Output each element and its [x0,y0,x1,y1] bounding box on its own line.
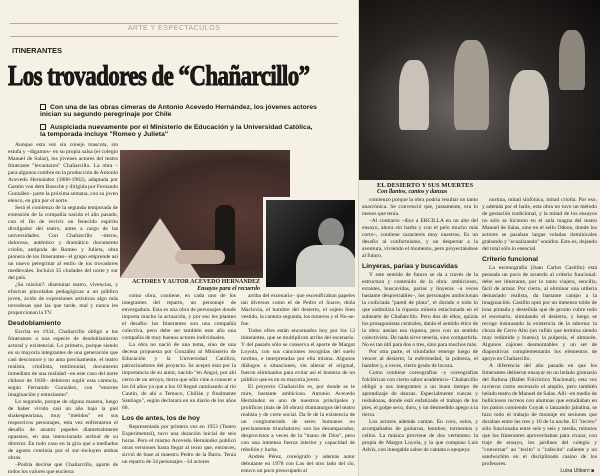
paragraph: Lo segundo, porque de alguna manera, luego de haber vivido casi un año bajo la piel shakespeariana, muy "metidos" en sus respectivos personajes, esta vez enfrentaron el desafío de asumir papeles diametralmente opuestos, en una intencionada actitud de su director. En todo caso en la gira que a mediados de agosto continúa por el sur–incluyen ambas obras. [8,399,118,461]
section-header: ARTE Y ESPECTACULOS [127,25,221,32]
photo-caption-title: ACTORES Y AUTOR ACEVEDO HERNANDEZ [131,279,260,285]
article-column-2 [122,293,236,466]
paragraph: A diferencia del año pasado en que los Itinerantes debieron ensayar en un helado gimnasio del Bafona (Ballet Folclórico Nacional), esta vez tuvieron como escenario el amplio, pero también helado teatro de Manuel de Salas. Allí –en medio de bulliciosos recreos con alumnas que estudiaban en los patios comiendo Goyak o lanzando jabalina, se hizo todo el trabajo de montaje en sesiones que duraban entre las tres y 10 de la noche. El "recreo" sólo funcionaba entre seis y seis y media, minutos que los Itinerantes aprovechaban para cruzar, con traje de ensayo, los jardines del colegio y "conversar" un "tecito" o "cafecito" caliente y un sandwichito en el disciplinado casino de los profesores. [482,363,598,467]
photo-figure [559,30,585,90]
paragraph: –Al contrario –dice a ERCILLA en un alto del ensayo, ahora sin barba y con el pelo mucho más corto–, contiene caracteres muy nuestros. Es un desafío al conformismo, y un despertar a la aventura, viviendo el momento, pero proyectándose al futuro. [362,218,478,259]
deck-text: Auspiciada nuevamente por el Ministerio de Educación y la Universidad Católica, la temporada incluye "Romeo y Julieta" [40,124,313,139]
stage-performance-photo [359,0,600,180]
paragraph: nortina, mitad sinfónica, mitad criolla. Por eso, y además por el baile, esta obra no tuvo un método de gestación tradicional, y la mitad de los ensayos no sólo se hicieron en el aula magna del teatro Manuel de Salas, sino en el sello Odeon, donde los actores se pasaban largas veladas dominicales grabando y "ecualizando" sonidos. Esto es, dejando del total sólo lo esencial. [482,197,597,252]
paragraph: Será el comienzo de la segunda temporada de extensión de la compañía nacida el año pasado, con el fin de revivir un fenecido espíritu divulgador del teatro, antes a cargo de las universidades. Con Chañarcillo –tierno, doloroso, auténtico y dramático documento criollo, antípoda de Romeo y Julieta, obra pionera de los Itinerantes– el grupo emprende así un nuevo peregrinar al estilo de los trovadores medievales. Incluirá 35 ciudades del norte y sur del país. [8,205,118,281]
subheading: Los de antes, los de hoy [122,415,200,422]
photo-caption [120,279,260,293]
article-column-3 [241,293,355,475]
article-column-5 [482,197,597,468]
paragraph: Andrés Pérez, coreógrafo y además autor debutante en 1978 con Las del otro lado del río, estuvo un poco preocupado al [241,454,355,474]
paragraph: comienzo porque la obra podría resultar un tanto anacrónica. Se convenció que, justamente, era lo menos que tenía. [362,197,478,217]
paragraph: La escenografía (Juan Carlos Castillo) está pensada un poco de acuerdo al criterio funcional: debe ser itinerante, por lo tanto viajera, sencilla, fácil de armar. Por cierto, al eliminar una utilería demasiado realista, da bastante campo a la imaginación. Castillo optó por un inmenso toldo de lona pintada y desteñida que de pronto cubre todo el escenario, simulando el desierto, y luego se recoge insinuando la existencia de la taberna: la choza de Cerro Alto (un rufián que termina siendo muy redimido y bueno); la pulpería, el almacén. Algunos cajones desmontables y un set de diapositivas complementarán los elementos de apoyo en Chañarcillo. [482,265,597,362]
paragraph: El proyecto Chañarcillo es, por donde se le mire, bastante ambicioso. Antonio Acevedo Hernández es uno de nuestros principales y prolíficos (más de 50 obras) dramaturgos del teatro realista y de corte social. Da fe de la existencia de un conglomerado de seres humanos no precisamente triunfadores: son los desamparados, desprovistos a veces de la "mano de Dios", pero con una inmensa fuerza interior y capacidad de rebelión y lucha. [241,384,355,453]
paragraph: como obra, contiene, en cada uno de los integrantes del reparto, un personaje de envergadura. Esta es una obra de personajes donde importa mucho la actuación, y por eso les planteo el desafío: los Itinerantes son una compañía colectiva, pero debe ser también este año una compañía de muy buenos actores individuales. [122,293,236,341]
right-caption-title: EL DESIERTO Y SUS MUERTES [377,182,474,189]
paragraph: Los actores además cantan. En coro, solos, y acompañados de guitarras, bombos, tormentos y cellos. La música proviene de dos vertientes: la propia de Margot Loyola, y la que compuso Luis Advis, con innegable sabor de cantata o epopeya [362,419,478,453]
right-caption-subtitle: Con llantos, cantos y danzas [377,189,448,195]
paragraph: –Podría decirse que Chañarcillo, aparte de todos los valores que encierra [8,462,118,475]
photo-figure [399,60,429,130]
kicker: ITINERANTES [12,46,63,55]
photo-figure [509,70,549,150]
paragraph: arriba del escenario– que escenificaban papeles tan diversos como el de Pedro el Suave, doña Maclovia, el hombre del desierto, el sujeto bien vestido, la cantora segunda, los mineros y el No-se-fue. [241,293,355,327]
checkbox-bullet-icon [40,104,46,110]
deck-item [40,104,320,118]
deck-item [40,124,320,138]
checkbox-bullet-icon [40,124,46,130]
photo-figure [454,40,489,130]
subheading: Desdoblamiento [8,320,61,327]
article-column-1 [8,142,118,476]
photo-lying-actor [175,250,225,264]
author-signature: Luisa Ulibarri ■ [560,468,594,474]
photo-body-shape [296,245,356,290]
author-portrait-photo [263,197,358,290]
headline: Los trovadores de “Chañarcillo” [8,60,310,92]
photo-tent-shape [120,218,200,278]
signature-text: Luisa Ulibarri [560,468,590,474]
paragraph: ¿Su misión?: diseminar teatro, vivencias, y efusivas pinceladas pedagógicas a un público joven, ávido de expresiones artísticas algo más novedosas que las que tarde, mal y nunca les proporcionan la TV. [8,282,118,316]
header-rule-bottom [10,36,338,37]
photo-caption-subtitle: Ensayos para el recuerdo [197,286,260,292]
subheading: Criterio funcional [482,256,539,263]
paragraph: Por otra parte, el triunfador emerge luego de vencer al desierto, la enfermedad, la pobreza, el hambre y, a veces, cierto grado de locura. [362,349,478,369]
paragraph: Todos ellos están encarnados hoy por los 12 itinerantes, que se multiplican arriba del escenario. Y del pasado sólo se conserva el aporte de Margot Loyola, con sus canciones recogidas del suelo nortino, e interpretadas por ella misma. Algunos diálogos o situaciones, sin alterar el original, fueron eliminados para evitar así el bostezo de un público que es en su mayoría joven. [241,328,355,383]
deck-text: Con una de las obras cimeras de Antonio Acevedo Hernández, los jóvenes actores inician su segundo peregrinaje por Chile [40,104,317,119]
paragraph: Escrita en 1934, Chañarcillo obligó a los Itinerantes a una especie de desdoblamiento actoral y existencial. Lo primero, porque siendo en su mayoría integrantes de una generación que casi desconoce y no ama precisamente, el teatro realista, criollista, testimonial, documento inmediato de una realidad –en este caso del norte chileno de 1830– debieron suplir esta carencia, según Fernando González, con "enorme imaginación y entusiasmo". [8,329,118,398]
article-column-4 [362,197,478,454]
subheading: Linyeras, parias y buscavidas [362,263,458,270]
right-photo-caption [377,182,473,196]
paragraph: Aunque esta vez sin conejo mascota, sin estufa y –digamos– en su propia salsa (el colegio Manuel de Salas), los jóvenes actores del teatro Itinerante "levantaron" Chañarcillo. La obra –para algunos cumbre en la producción de Antonio Acevedo Hernández (1886-1962), adaptada por Gastón von dem Bussche y dirigida por Fernando González– parte la próxima semana, con su joven elenco, en gira por el norte. [8,142,118,204]
paragraph: La obra no nació de una tema, sino de una decena propuesta por González al Ministerio de Educación y la Universidad Católica, patrocinadores del proyecto. Se aceptó ésta por la importancia de su autor, nacido "en Angol, por ahí cerca de un arroyo, tierra que sólo vine a conocer a los 64 años ya que a los 10 llegué caminando al río Cautín, de ahí a Temuco, Chillán y finalmente Santiago", según declarara en un diario de los años 60. [122,342,236,411]
paragraph: Y este sentido de futuro se da a través de la estructura y contenido de la obra: ambiciosos, errantes, buscavidas, parias y linyeras –a veces bastante despreciables–, los personajes ambicionan la codiciada "pared de plata", el dorado o todo lo que simboliza la riqueza minera estacionada en el subsuelo de Chañarcillo. Pero dos de ellos, quizás los protagonistas centrales, darán el sentido ético de la obra: ansían esa riqueza, pero con un sentido colectivista. De nada sirve tenerla, sino compartirla. No es tan útil para dos o tres, sino para muchos más. [362,272,478,348]
header-rule-top [10,23,338,24]
paragraph: Representada por primera vez en 1953 (Teatro Experimental), tuvo una duración inicial de seis horas. Pero el mismo Acevedo Hernández publicó otras versiones hasta llegar al texto que, entonces, sirvió de base al maestro Pedro de la Barra. Tenía un reparto de 34 personajes –34 actores [122,424,236,465]
paragraph: Como contiene coreografías –y coreografías folclóricas con cierto sabor académico– Chañarcillo obligó a sus integrantes a un buen tiempo de aprendizaje de danzas. Especialmente cuecas y resbalosas, donde está enfatizado el trabajo de los pies, el golpe seco, duro, y un desmedido apego a la tierra. [362,370,478,418]
right-page [358,0,600,476]
photo-head-shape [318,218,344,248]
